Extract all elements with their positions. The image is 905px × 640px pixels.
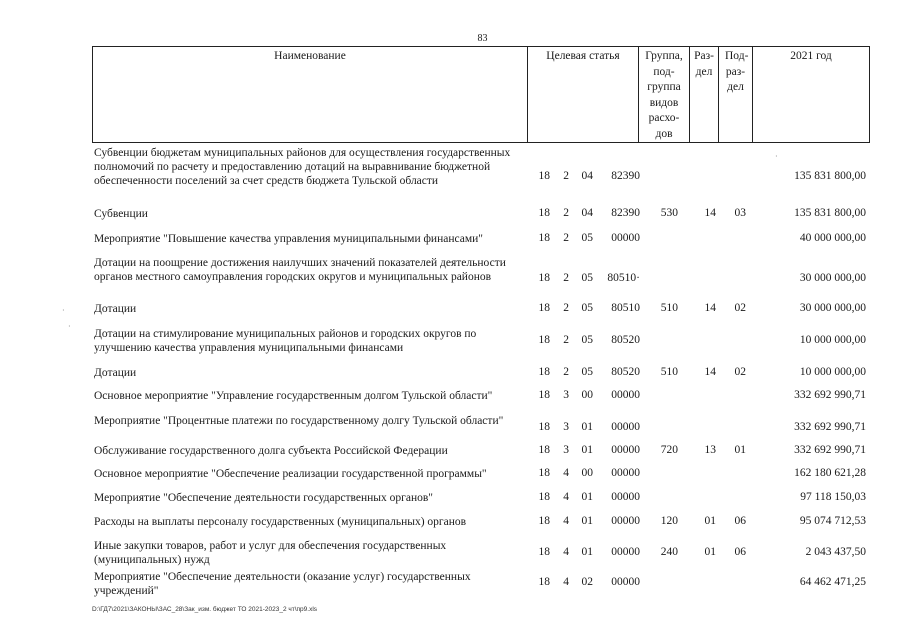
row-name: Иные закупки товаров, работ и услуг для обеспечения государственных (муниципальных) нужд bbox=[94, 540, 447, 566]
header-name: Наименование bbox=[93, 47, 528, 142]
row-name: Дотации bbox=[94, 303, 137, 315]
cell-t1: 18 bbox=[538, 366, 550, 378]
cell-group: 120 bbox=[660, 515, 678, 527]
cell-t4: 00000 bbox=[611, 515, 640, 527]
cell-t1: 18 bbox=[538, 491, 550, 503]
scan-speck: · bbox=[62, 306, 65, 315]
cell-t3: 01 bbox=[581, 491, 593, 503]
row-name: Основное мероприятие "Управление государственным долгом Тульской области" bbox=[94, 390, 493, 402]
cell-group: 510 bbox=[660, 366, 678, 378]
cell-amount: 135 831 800,00 bbox=[794, 170, 866, 182]
cell-t4: 80520 bbox=[611, 334, 640, 346]
cell-t4: 80510 bbox=[611, 302, 640, 314]
row-name: Дотации bbox=[94, 367, 137, 379]
cell-amount: 30 000 000,00 bbox=[799, 302, 866, 314]
cell-razdel: 14 bbox=[704, 302, 716, 314]
cell-amount: 332 692 990,71 bbox=[794, 421, 866, 433]
cell-t4: 82390 bbox=[611, 170, 640, 182]
cell-t2: 2 bbox=[563, 170, 569, 182]
cell-amount: 135 831 800,00 bbox=[794, 207, 866, 219]
cell-t1: 18 bbox=[538, 515, 550, 527]
cell-t4: 00000 bbox=[611, 421, 640, 433]
cell-razdel: 14 bbox=[704, 207, 716, 219]
cell-amount: 10 000 000,00 bbox=[799, 366, 866, 378]
cell-t3: 05 bbox=[581, 366, 593, 378]
cell-t3: 01 bbox=[581, 444, 593, 456]
cell-t2: 2 bbox=[563, 334, 569, 346]
cell-t1: 18 bbox=[538, 576, 550, 588]
row-name: Мероприятие "Процентные платежи по государственному долгу Тульской области" bbox=[94, 415, 504, 427]
cell-t3: 02 bbox=[581, 576, 593, 588]
cell-group: 720 bbox=[660, 444, 678, 456]
cell-podrazdel: 01 bbox=[734, 444, 746, 456]
cell-razdel: 01 bbox=[704, 515, 716, 527]
row-name: Основное мероприятие "Обеспечение реализации государственной программы" bbox=[94, 468, 487, 480]
row-name: Мероприятие "Обеспечение деятельности (оказание услуг) государственных учреждений" bbox=[94, 571, 471, 597]
cell-t4: 80520 bbox=[611, 366, 640, 378]
cell-razdel: 01 bbox=[704, 546, 716, 558]
cell-t4: 00000 bbox=[611, 444, 640, 456]
page-number: 83 bbox=[477, 33, 488, 44]
cell-t2: 3 bbox=[563, 444, 569, 456]
cell-podrazdel: 02 bbox=[734, 302, 746, 314]
cell-t2: 2 bbox=[563, 366, 569, 378]
cell-t2: 3 bbox=[563, 389, 569, 401]
cell-podrazdel: 06 bbox=[734, 546, 746, 558]
cell-group: 530 bbox=[660, 207, 678, 219]
cell-t1: 18 bbox=[538, 546, 550, 558]
row-name: Расходы на выплаты персоналу государственных (муниципальных) органов bbox=[94, 516, 467, 528]
cell-t3: 01 bbox=[581, 421, 593, 433]
cell-t4: 82390 bbox=[611, 207, 640, 219]
scan-speck: · bbox=[68, 322, 71, 331]
cell-t4: 00000 bbox=[611, 467, 640, 479]
cell-amount: 162 180 621,28 bbox=[794, 467, 866, 479]
cell-t3: 04 bbox=[581, 170, 593, 182]
cell-t1: 18 bbox=[538, 467, 550, 479]
scan-speck: · bbox=[775, 152, 778, 161]
cell-t1: 18 bbox=[538, 207, 550, 219]
cell-t1: 18 bbox=[538, 389, 550, 401]
file-path-footer: D:\ГД7\2021\ЗАКОНЫ\ЗАС_28\Зак_изм. бюджет ТО 2021-2023_2 чт\пр9.xls bbox=[92, 606, 318, 613]
cell-group: 240 bbox=[660, 546, 678, 558]
cell-t4: 00000 bbox=[611, 232, 640, 244]
cell-group: 510 bbox=[660, 302, 678, 314]
cell-t3: 05 bbox=[581, 232, 593, 244]
cell-t1: 18 bbox=[538, 272, 550, 284]
row-name: Мероприятие "Обеспечение деятельности государственных органов" bbox=[94, 492, 433, 504]
cell-t3: 01 bbox=[581, 546, 593, 558]
cell-t2: 3 bbox=[563, 421, 569, 433]
cell-t3: 05 bbox=[581, 272, 593, 284]
cell-t4: 00000 bbox=[611, 389, 640, 401]
cell-t2: 2 bbox=[563, 232, 569, 244]
cell-amount: 40 000 000,00 bbox=[799, 232, 866, 244]
cell-t2: 4 bbox=[563, 467, 569, 479]
cell-t1: 18 bbox=[538, 334, 550, 346]
cell-amount: 30 000 000,00 bbox=[799, 272, 866, 284]
cell-t2: 4 bbox=[563, 491, 569, 503]
cell-t2: 2 bbox=[563, 207, 569, 219]
row-name: Субвенции бюджетам муниципальных районов для осуществления государственных полномочий по расчету и предоставлению дотаций на выравнивание бюджетной обеспеченности поселений за счет средств бюджета Тульской области bbox=[94, 147, 511, 187]
cell-t3: 05 bbox=[581, 302, 593, 314]
row-name: Обслуживание государственного долга субъекта Российской Федерации bbox=[94, 445, 448, 457]
cell-t2: 4 bbox=[563, 546, 569, 558]
cell-t3: 01 bbox=[581, 515, 593, 527]
cell-podrazdel: 02 bbox=[734, 366, 746, 378]
cell-amount: 2 043 437,50 bbox=[805, 546, 866, 558]
cell-amount: 95 074 712,53 bbox=[799, 515, 866, 527]
cell-t4: 00000 bbox=[611, 491, 640, 503]
cell-amount: 97 118 150,03 bbox=[800, 491, 866, 503]
cell-t4: 00000 bbox=[611, 546, 640, 558]
cell-t4: 00000 bbox=[611, 576, 640, 588]
cell-t1: 18 bbox=[538, 232, 550, 244]
cell-amount: 332 692 990,71 bbox=[794, 444, 866, 456]
cell-t3: 00 bbox=[581, 467, 593, 479]
cell-amount: 332 692 990,71 bbox=[794, 389, 866, 401]
cell-t1: 18 bbox=[538, 444, 550, 456]
row-name: Дотации на поощрение достижения наилучших значений показателей деятельности органов местного самоуправления городских округов и муниципальных районов bbox=[94, 257, 506, 283]
cell-t1: 18 bbox=[538, 302, 550, 314]
header-year: 2021 год bbox=[790, 50, 832, 62]
cell-razdel: 14 bbox=[704, 366, 716, 378]
cell-t2: 4 bbox=[563, 576, 569, 588]
header-razdel: Раз-дел bbox=[690, 47, 719, 142]
cell-t1: 18 bbox=[538, 170, 550, 182]
cell-t3: 05 bbox=[581, 334, 593, 346]
header-group: Группа, под-группа видов расхо-дов bbox=[639, 47, 690, 142]
cell-podrazdel: 06 bbox=[734, 515, 746, 527]
header-target: Целевая статья bbox=[528, 47, 639, 142]
cell-t1: 18 bbox=[538, 421, 550, 433]
cell-amount: 64 462 471,25 bbox=[799, 576, 866, 588]
row-name: Мероприятие "Повышение качества управления муниципальными финансами" bbox=[94, 233, 483, 245]
cell-razdel: 13 bbox=[704, 444, 716, 456]
cell-t3: 00 bbox=[581, 389, 593, 401]
cell-t2: 2 bbox=[563, 302, 569, 314]
row-name: Субвенции bbox=[94, 208, 148, 220]
cell-t4: 80510· bbox=[607, 272, 640, 284]
cell-amount: 10 000 000,00 bbox=[799, 334, 866, 346]
cell-t2: 4 bbox=[563, 515, 569, 527]
row-name: Дотации на стимулирование муниципальных районов и городских округов по улучшению качества управления муниципальными финансами bbox=[94, 328, 477, 354]
cell-t2: 2 bbox=[563, 272, 569, 284]
cell-podrazdel: 03 bbox=[734, 207, 746, 219]
header-podrazdel: Под-раз-дел bbox=[719, 47, 753, 142]
cell-t3: 04 bbox=[581, 207, 593, 219]
